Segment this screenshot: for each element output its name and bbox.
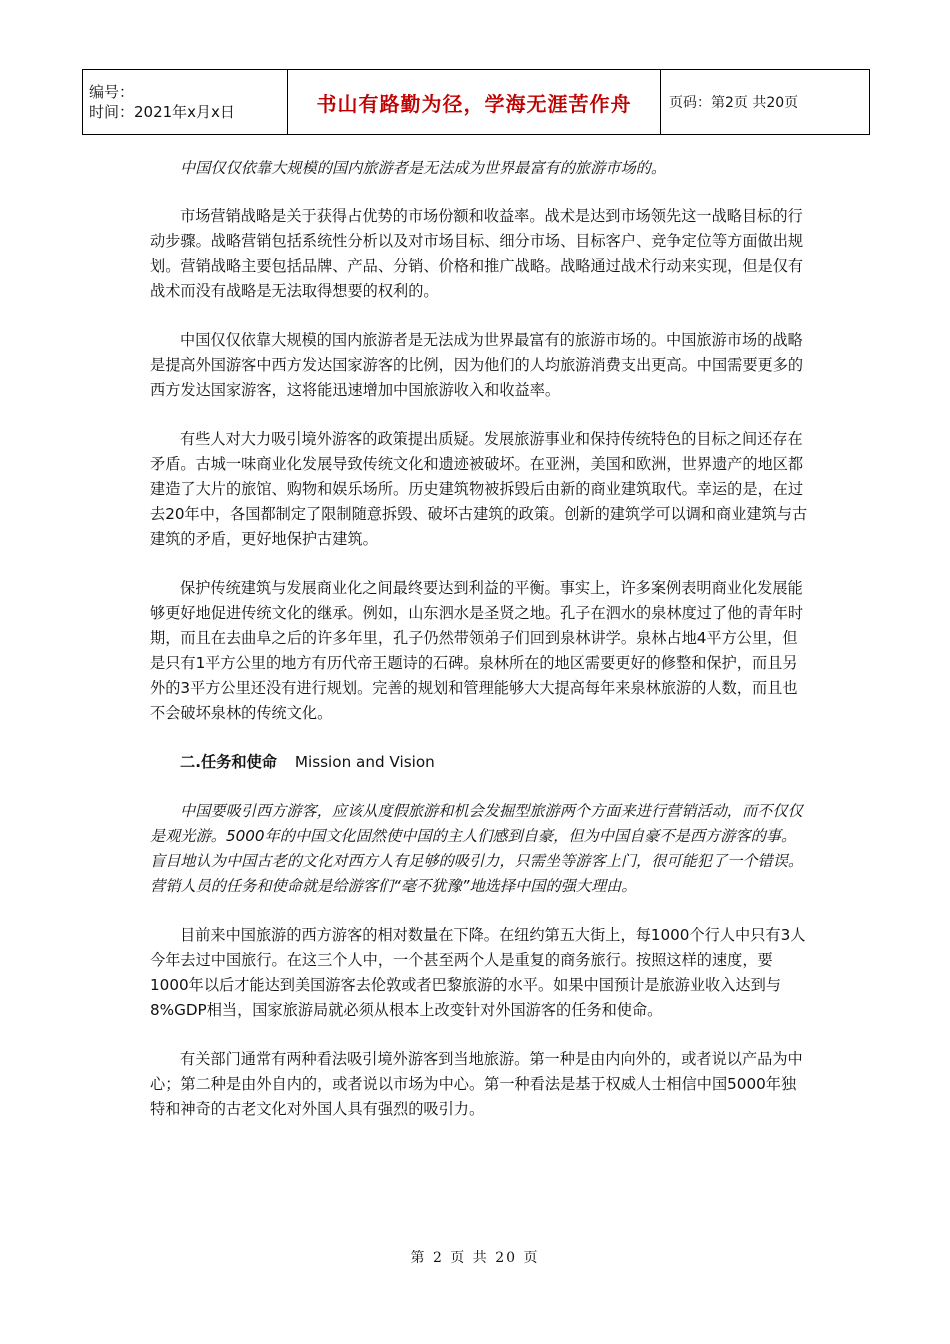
paragraph-policy-doubts: 有些人对大力吸引境外游客的政策提出质疑。发展旅游事业和保持传统特色的目标之间还存在矛盾。古城一味商业化发展导致传统文化和遗迹被破坏。在亚洲，美国和欧洲，世界遗产的地区都建造了大片的旅馆、购物和娱乐场所。历史建筑物被拆毁后由新的商业建筑取代。幸运的是，在过去20年中，各国都制定了限制随意拆毁、破坏古建筑的政策。创新的建筑学可以调和商业建筑与古建筑的矛盾，更好地保护古建筑。	[150, 430, 808, 548]
section-heading-cn: 二.任务和使命	[180, 753, 277, 771]
section-heading-en: Mission and Vision	[294, 753, 435, 771]
paragraph-domestic-tourists: 中国仅仅依靠大规模的国内旅游者是无法成为世界最富有的旅游市场的。中国旅游市场的战略是提高外国游客中西方发达国家游客的比例，因为他们的人均旅游消费支出更高。中国需要更多的西方发达国家游客，这将能迅速增加中国旅游收入和收益率。	[150, 331, 804, 399]
paragraph-balance: 保护传统建筑与发展商业化之间最终要达到利益的平衡。事实上，许多案例表明商业化发展能够更好地促进传统文化的继承。例如，山东泗水是圣贤之地。孔子在泗水的泉林度过了他的青年时期，而且在去曲阜之后的许多年里，孔子仍然带领弟子们回到泉林讲学。泉林占地4平方公里，但是只有1平方公里的地方有历代帝王题诗的石碑。泉林所在的地区需要更好的修整和保护，而且另外的3平方公里还没有进行规划。完善的规划和管理能够大大提高每年来泉林旅游的人数，而且也不会破坏泉林的传统文化。	[150, 579, 804, 722]
header-page-info: 页码：第2页 共20页	[661, 70, 870, 135]
header-meta-cell	[83, 70, 288, 135]
paragraph-decline: 目前来中国旅游的西方游客的相对数量在下降。在纽约第五大街上，每1000个行人中只有3人今年去过中国旅行。在这三个人中，一个甚至两个人是重复的商务旅行。按照这样的速度，要1000年以后才能达到美国游客去伦敦或者巴黎旅游的水平。如果中国预计是旅游业收入达到与8%GDP相当，国家旅游局就必须从根本上改变针对外国游客的任务和使命。	[150, 926, 806, 1019]
section-heading	[150, 750, 810, 775]
paragraph-attract-western: 中国要吸引西方游客，应该从度假旅游和机会发掘型旅游两个方面来进行营销活动，而不仅仅是观光游。5000年的中国文化固然使中国的主人们感到自豪，但为中国自豪不是西方游客的事。盲目地认为中国古老的文化对西方人有足够的吸引力，只需坐等游客上门，很可能犯了一个错误。营销人员的任务和使命就是给游客们“毫不犹豫”地选择中国的强大理由。	[150, 802, 804, 895]
document-body	[150, 156, 810, 1122]
lead-paragraph: 中国仅仅依靠大规模的国内旅游者是无法成为世界最富有的旅游市场的。	[180, 159, 666, 177]
paragraph-marketing-strategy: 市场营销战略是关于获得占优势的市场份额和收益率。战术是达到市场领先这一战略目标的行动步骤。战略营销包括系统性分析以及对市场目标、细分市场、目标客户、竞争定位等方面做出规划。营销战略主要包括品牌、产品、分销、价格和推广战略。战略通过战术行动来实现，但是仅有战术而没有战略是无法取得想要的权利的。	[150, 207, 804, 300]
doc-time-label: 时间：2021年x月x日	[89, 103, 235, 121]
page-header-table	[82, 69, 870, 135]
doc-number-label: 编号：	[89, 83, 135, 101]
paragraph-two-views: 有关部门通常有两种看法吸引境外游客到当地旅游。第一种是由内向外的，或者说以产品为中心；第二种是由外自内的，或者说以市场为中心。第一种看法是基于权威人士相信中国5000年独特和神奇的古老文化对外国人具有强烈的吸引力。	[150, 1050, 803, 1118]
header-motto: 书山有路勤为径，学海无涯苦作舟	[288, 70, 661, 135]
page-footer: 第 2 页 共 20 页	[410, 1250, 540, 1266]
